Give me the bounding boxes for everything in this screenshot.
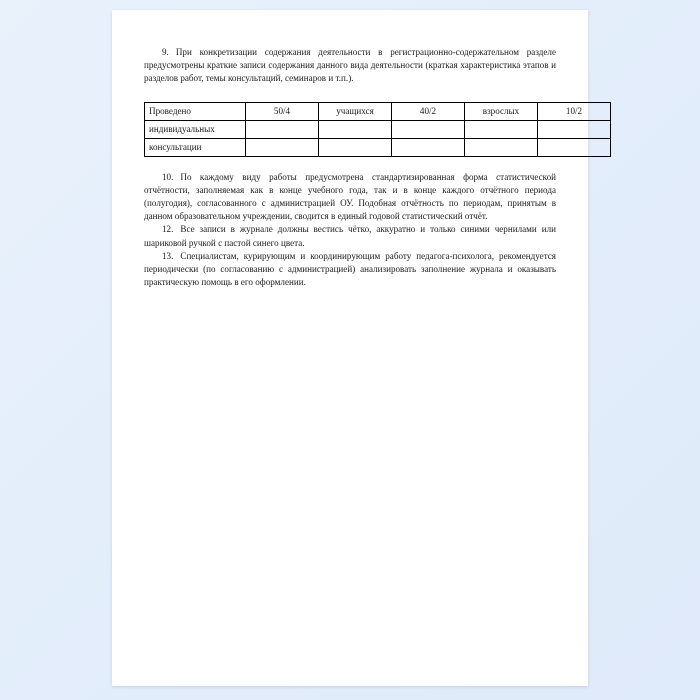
table-cell: 50/4 bbox=[246, 102, 319, 120]
table-row bbox=[145, 120, 611, 138]
document-page bbox=[112, 10, 588, 686]
table-cell bbox=[538, 120, 611, 138]
document-content bbox=[144, 46, 583, 289]
table-cell bbox=[246, 138, 319, 156]
paragraph-10-text: По каждому виду работы предусмотрена стандартизированная форма статистической отчётности, заполняемая как в конце учебного года, так и в конце каждого отчётного периода (полугодия), согласованного с администрацией ОУ. Подобная отчётность по периодам, принятым в данном образовательном учреждении, сводится в единый годовой статистический отчёт. bbox=[144, 171, 556, 222]
table-row bbox=[145, 102, 611, 120]
table-row bbox=[145, 138, 611, 156]
paragraph-12 bbox=[144, 223, 556, 249]
paragraph-12-text: Все записи в журнале должны вестись чётко, аккуратно и только синими чернилами или шариковой ручкой с пастой синего цвета. bbox=[144, 224, 556, 248]
table-cell: 40/2 bbox=[392, 102, 465, 120]
statistics-table bbox=[144, 102, 611, 157]
table-cell bbox=[319, 120, 392, 138]
paragraph-10 bbox=[144, 171, 556, 224]
paragraph-13 bbox=[144, 250, 556, 290]
table-cell bbox=[392, 138, 465, 156]
paragraph-9-text: При конкретизации содержания деятельности в регистрационно-содержательном разделе предусмотрены краткие записи содержания данного вида деятельности (краткая характеристика этапов и разделов работ, темы консультаций, семинаров и т.п.). bbox=[144, 47, 556, 84]
table-cell bbox=[465, 138, 538, 156]
paragraph-12-number: 12. bbox=[162, 224, 174, 235]
table-cell: учащихся bbox=[319, 102, 392, 120]
table-cell: 10/2 bbox=[538, 102, 611, 120]
paragraph-13-number: 13. bbox=[162, 250, 174, 261]
paragraph-10-number: 10. bbox=[162, 171, 174, 182]
table-cell bbox=[538, 138, 611, 156]
table-cell bbox=[465, 120, 538, 138]
paragraph-9-number: 9. bbox=[162, 47, 169, 57]
table-cell: консультации bbox=[145, 138, 246, 156]
table-cell: Проведено bbox=[145, 102, 246, 120]
paragraph-9 bbox=[144, 46, 556, 86]
table-cell: взрослых bbox=[465, 102, 538, 120]
table-cell bbox=[246, 120, 319, 138]
table-cell bbox=[319, 138, 392, 156]
paragraph-13-text: Специалистам, курирующим и координирующим работу педагога-психолога, рекомендуется периодически (по согласованию с администрацией) анализировать заполнение журнала и оказывать практическую помощь в его оформлении. bbox=[144, 250, 556, 288]
table-cell bbox=[392, 120, 465, 138]
table-cell: индивидуальных bbox=[145, 120, 246, 138]
